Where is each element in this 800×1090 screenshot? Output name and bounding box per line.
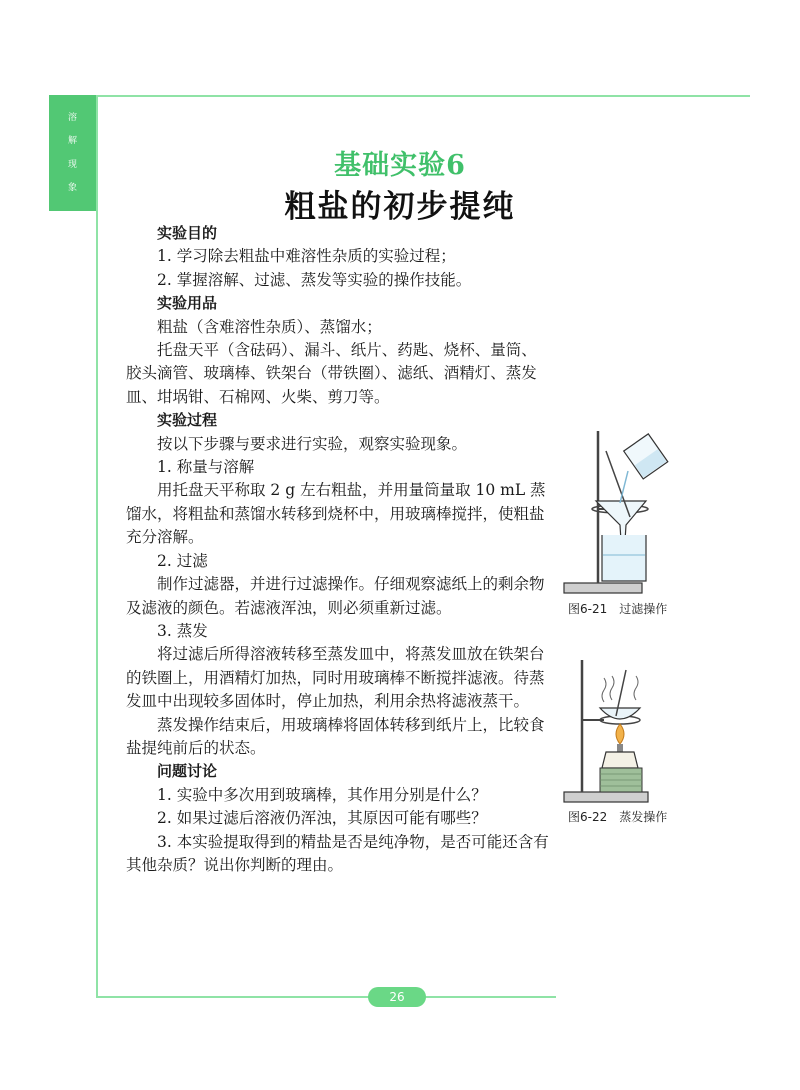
paragraph: 1. 实验中多次用到玻璃棒，其作用分别是什么？ bbox=[157, 785, 487, 804]
evaporation-illustration bbox=[560, 650, 672, 806]
figure-caption-evaporation: 图6-22 蒸发操作 bbox=[568, 810, 668, 824]
step-heading: 1. 称量与溶解 bbox=[157, 458, 255, 477]
paragraph: 3. 本实验提取得到的精盐是否是纯净物，是否可能还含有其他杂质？说出你判断的理由。 bbox=[126, 832, 549, 874]
section-heading: 问题讨论 bbox=[157, 762, 218, 781]
frame-bottom-line bbox=[96, 996, 556, 998]
body-text bbox=[126, 222, 552, 877]
side-tab-char: 解 bbox=[67, 136, 77, 147]
side-tab-char: 溶 bbox=[67, 112, 77, 123]
step-heading: 2. 过滤 bbox=[157, 551, 208, 570]
paragraph: 按以下步骤与要求进行实验，观察实验现象。 bbox=[157, 434, 468, 453]
section-heading: 实验目的 bbox=[157, 224, 218, 242]
filtration-illustration bbox=[560, 425, 672, 597]
section-heading: 实验过程 bbox=[157, 411, 218, 430]
paragraph: 蒸发操作结束后，用玻璃棒将固体转移到纸片上，比较食盐提纯前后的状态。 bbox=[126, 715, 545, 757]
page-number: 26 bbox=[368, 987, 426, 1007]
series-title: 基础实验6 bbox=[334, 150, 466, 181]
frame-top-line bbox=[96, 95, 750, 97]
page-title: 粗盐的初步提纯 bbox=[284, 189, 516, 225]
paragraph: 制作过滤器，并进行过滤操作。仔细观察滤纸上的剩余物及滤液的颜色。若滤液浑浊，则必须重新过滤。 bbox=[126, 575, 545, 617]
paragraph: 2. 掌握溶解、过滤、蒸发等实验的操作技能。 bbox=[157, 270, 472, 289]
section-heading: 实验用品 bbox=[157, 294, 218, 313]
paragraph: 2. 如果过滤后溶液仍浑浊，其原因可能有哪些？ bbox=[157, 809, 487, 828]
side-tab-char: 象 bbox=[67, 183, 77, 194]
paragraph: 粗盐（含难溶性杂质）、蒸馏水； bbox=[157, 317, 382, 336]
paragraph: 托盘天平（含砝码）、漏斗、纸片、药匙、烧杯、量筒、胶头滴管、玻璃棒、铁架台（带铁圈）、滤纸、酒精灯、蒸发皿、坩埚钳、石棉网、火柴、剪刀等。 bbox=[126, 341, 537, 406]
frame-left-line bbox=[96, 95, 98, 998]
figure-caption-filtration: 图6-21 过滤操作 bbox=[568, 602, 668, 616]
paragraph: 1. 学习除去粗盐中难溶性杂质的实验过程； bbox=[157, 247, 456, 266]
paragraph: 用托盘天平称取 2 g 左右粗盐，并用量筒量取 10 mL 蒸馏水，将粗盐和蒸馏水转移到烧杯中，用玻璃棒搅拌，使粗盐充分溶解。 bbox=[126, 481, 546, 547]
paragraph: 将过滤后所得溶液转移至蒸发皿中，将蒸发皿放在铁架台的铁圈上，用酒精灯加热，同时用玻璃棒不断搅拌滤液。待蒸发皿中出现较多固体时，停止加热，利用余热将滤液蒸干。 bbox=[126, 645, 545, 711]
step-heading: 3. 蒸发 bbox=[157, 621, 208, 640]
side-tab-char: 现 bbox=[67, 159, 77, 170]
